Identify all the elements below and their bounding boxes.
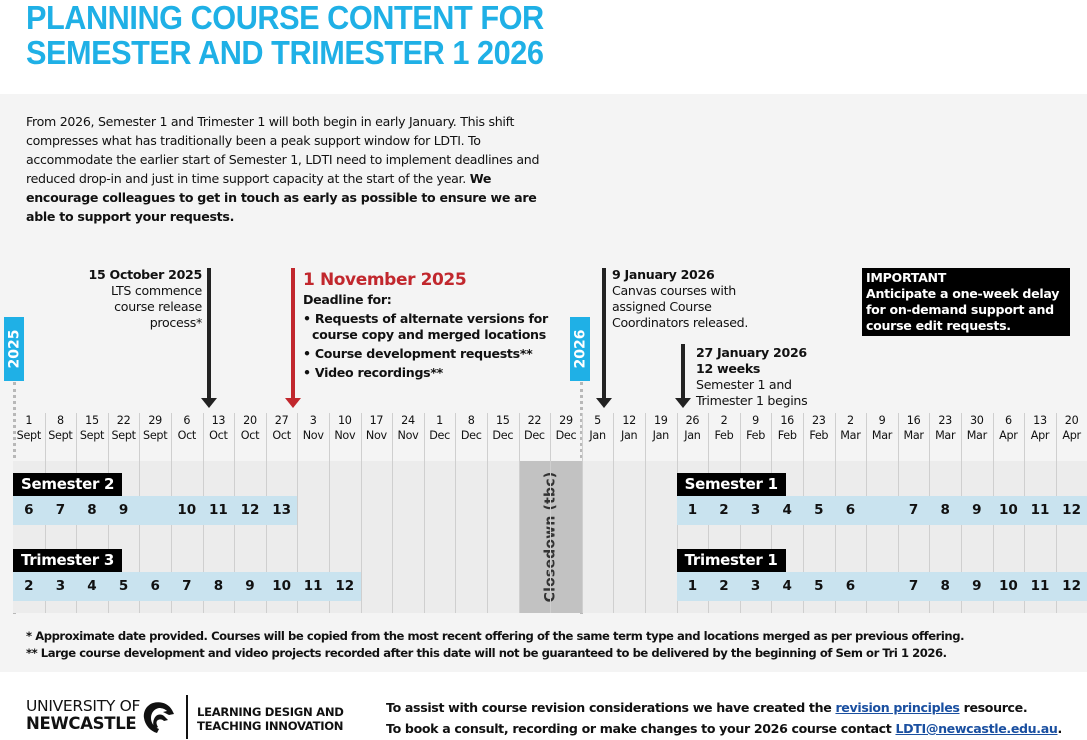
week-number: 1 — [687, 502, 698, 518]
week-date-header: 12 Jan — [621, 414, 638, 442]
week-number: 11 — [303, 578, 323, 594]
annotation-oct15 — [60, 267, 202, 331]
week-number: 3 — [750, 578, 761, 594]
annotation-jan9-line: Coordinators released. — [612, 315, 749, 330]
week-number: 10 — [998, 578, 1018, 594]
year-tag-2026: 2026 — [570, 317, 590, 381]
arrow-down-icon — [681, 344, 685, 400]
footnote: ** Large course development and video projects recorded after this date will not be guaranteed to be delivered by the beginning of Sem or Tri 1 2026. — [26, 646, 947, 660]
term-label: Trimester 1 — [677, 549, 786, 572]
deadline-item: • Video recordings** — [303, 365, 553, 381]
page-title — [26, 0, 544, 70]
university-name-line-1: UNIVERSITY OF — [26, 697, 141, 715]
week-number: 9 — [972, 502, 982, 518]
week-date-header: 22 Sept — [111, 414, 136, 442]
grid-line — [550, 413, 551, 613]
grid-line — [582, 413, 583, 613]
week-date-header: 16 Feb — [777, 414, 797, 442]
week-date-header: 6 Oct — [177, 414, 197, 442]
week-number: 7 — [55, 502, 66, 518]
week-number: 5 — [118, 578, 129, 594]
term-label: Semester 2 — [13, 473, 122, 496]
annotation-jan27-line: Semester 1 and — [696, 377, 792, 392]
week-date-header: 1 Dec — [429, 414, 450, 442]
week-number: 10 — [998, 502, 1018, 518]
unit-name: LEARNING DESIGN AND TEACHING INNOVATION — [197, 705, 344, 733]
arrow-down-icon — [207, 268, 211, 400]
deadline-item: • Course development requests** — [303, 346, 553, 362]
term-week-row — [677, 572, 1087, 601]
deadline-list — [303, 311, 553, 381]
week-date-header: 8 Sept — [48, 414, 73, 442]
university-logo — [26, 697, 140, 733]
annotation-jan27-weeks: 12 weeks — [696, 361, 761, 376]
week-number: 12 — [240, 502, 260, 518]
week-date-header: 2 Mar — [840, 414, 861, 442]
annotation-jan27-line: Trimester 1 begins — [696, 393, 808, 408]
annotation-jan9-date: 9 January 2026 — [612, 267, 715, 282]
week-date-header: 13 Apr — [1030, 414, 1050, 442]
week-date-header: 15 Sept — [79, 414, 105, 442]
week-number: 10 — [177, 502, 197, 518]
week-number: 2 — [719, 578, 729, 594]
week-number: 3 — [55, 578, 66, 594]
arrow-down-icon — [602, 268, 606, 400]
week-date-header: 20 Oct — [240, 414, 260, 442]
week-number: 11 — [208, 502, 228, 518]
grid-line — [487, 413, 488, 613]
week-number: 8 — [940, 578, 950, 594]
week-number: 2 — [24, 578, 34, 594]
week-number: 4 — [782, 578, 792, 594]
revision-principles-link[interactable]: revision principles — [835, 700, 960, 715]
term-week-row — [13, 496, 297, 525]
week-number: 4 — [87, 578, 97, 594]
week-date-header: 9 Feb — [746, 414, 766, 442]
week-number: 6 — [24, 502, 34, 518]
important-text: Anticipate a one-week delay for on-demand support and course edit requests. — [866, 286, 1060, 333]
week-number: 4 — [782, 502, 792, 518]
annotation-jan9 — [612, 267, 812, 331]
week-date-header: 20 Apr — [1062, 414, 1081, 442]
annotation-jan9-line: assigned Course — [612, 299, 712, 314]
annotation-nov1 — [303, 270, 553, 381]
grid-line — [613, 413, 614, 613]
week-date-header: 24 Nov — [397, 414, 419, 442]
week-number: 7 — [182, 578, 192, 594]
week-number: 13 — [272, 502, 291, 518]
week-date-header: 29 Sept — [143, 414, 168, 442]
year-tag-2025: 2025 — [4, 317, 24, 381]
annotation-oct15-line: course release — [114, 299, 202, 314]
closedown-block: Closedown (tbc) — [519, 461, 582, 613]
week-number: 6 — [845, 502, 856, 518]
week-number: 3 — [750, 502, 761, 518]
week-date-header: 22 Dec — [524, 414, 545, 442]
deadline-item: • Requests of alternate versions for course copy and merged locations — [303, 311, 553, 343]
contact-info — [386, 697, 1062, 739]
title-line-1: PLANNING COURSE CONTENT FOR — [26, 0, 544, 36]
week-number: 9 — [118, 502, 129, 518]
intro-paragraph — [26, 112, 546, 226]
week-number: 10 — [272, 578, 291, 594]
week-date-header: 30 Mar — [966, 414, 987, 442]
week-number: 11 — [1030, 502, 1050, 518]
week-date-header: 23 Feb — [809, 414, 829, 442]
arrow-down-icon — [291, 268, 295, 400]
annotation-oct15-line: process* — [149, 315, 202, 330]
week-number: 12 — [1062, 578, 1081, 594]
week-date-header: 6 Apr — [999, 414, 1018, 442]
important-notice — [862, 268, 1070, 336]
grid-line — [361, 413, 362, 613]
week-number — [866, 572, 898, 601]
contact-line-1: To assist with course revision considerations we have created the revision principles resource. — [386, 700, 1028, 715]
annotation-jan9-line: Canvas courses with — [612, 283, 736, 298]
grid-line — [392, 413, 393, 613]
week-number: 6 — [845, 578, 856, 594]
footnote: * Approximate date provided. Courses will be copied from the most recent offering of the same term type and locations merged as per previous offering. — [26, 629, 965, 643]
week-number: 1 — [687, 578, 698, 594]
week-date-header: 5 Jan — [589, 414, 606, 442]
term-label: Trimester 3 — [13, 549, 122, 572]
title-line-2: SEMESTER AND TRIMESTER 1 2026 — [26, 34, 544, 71]
week-date-header: 1 Sept — [16, 414, 41, 442]
annotation-nov1-date: 1 November 2025 — [303, 270, 467, 290]
week-number: 11 — [1030, 578, 1050, 594]
annotation-jan27-date: 27 January 2026 — [696, 345, 807, 360]
week-date-header: 15 Dec — [492, 414, 514, 442]
university-name-line-2: NEWCASTLE — [26, 714, 137, 733]
annotation-oct15-date: 15 October 2025 — [88, 267, 202, 282]
week-number: 8 — [87, 502, 97, 518]
week-number: 8 — [213, 578, 224, 594]
week-number: 8 — [940, 502, 950, 518]
week-number: 12 — [1062, 502, 1081, 518]
week-number: 9 — [972, 578, 982, 594]
important-heading: IMPORTANT — [866, 270, 947, 285]
footer-divider — [186, 695, 188, 739]
week-number — [866, 496, 898, 525]
week-number — [139, 496, 171, 525]
annotation-oct15-line: LTS commence — [111, 283, 202, 298]
week-number: 2 — [719, 502, 729, 518]
week-number: 6 — [150, 578, 160, 594]
annotation-jan27 — [696, 345, 876, 409]
week-date-header: 9 Mar — [871, 414, 893, 442]
week-date-header: 13 Oct — [209, 414, 228, 442]
term-week-row — [13, 572, 361, 601]
email-link[interactable]: LDTI@newcastle.edu.au — [895, 721, 1058, 736]
week-date-header: 2 Feb — [714, 414, 734, 442]
intro-text: From 2026, Semester 1 and Trimester 1 will both begin in early January. This shift compresses what has traditionally been a peak support window for LDTI. To accommodate the earlier start of Semester 1, LDTI need to implement deadlines and reduced drop-in and just in time support capacity at the start of the year. — [26, 114, 540, 186]
week-date-header: 3 Nov — [302, 414, 324, 442]
grid-line — [519, 413, 520, 613]
annotation-nov1-subtitle: Deadline for: — [303, 292, 392, 307]
grid-line — [424, 413, 425, 613]
week-number: 12 — [335, 578, 355, 594]
week-date-header: 8 Dec — [460, 414, 482, 442]
week-date-header: 29 Dec — [555, 414, 577, 442]
week-number: 9 — [245, 578, 255, 594]
week-number: 5 — [814, 578, 824, 594]
week-date-header: 19 Jan — [652, 414, 669, 442]
week-number: 5 — [814, 502, 824, 518]
week-date-header: 23 Mar — [935, 414, 956, 442]
week-number: 7 — [908, 502, 919, 518]
horse-logo-icon — [142, 700, 176, 734]
intro-emphasis: We encourage colleagues to get in touch as early as possible to ensure we are able to support your requests. — [26, 171, 537, 224]
week-date-header: 16 Mar — [903, 414, 924, 442]
week-date-header: 17 Nov — [365, 414, 387, 442]
contact-line-2: To book a consult, recording or make changes to your 2026 course contact LDTI@newcastle.edu.au. — [386, 721, 1062, 736]
term-label: Semester 1 — [677, 473, 786, 496]
week-date-header: 27 Oct — [272, 414, 291, 442]
grid-line — [645, 413, 646, 613]
week-date-header: 26 Jan — [684, 414, 701, 442]
week-date-header: 10 Nov — [334, 414, 356, 442]
footnotes — [26, 628, 964, 662]
term-week-row — [677, 496, 1087, 525]
grid-line — [455, 413, 456, 613]
week-number: 7 — [908, 578, 919, 594]
